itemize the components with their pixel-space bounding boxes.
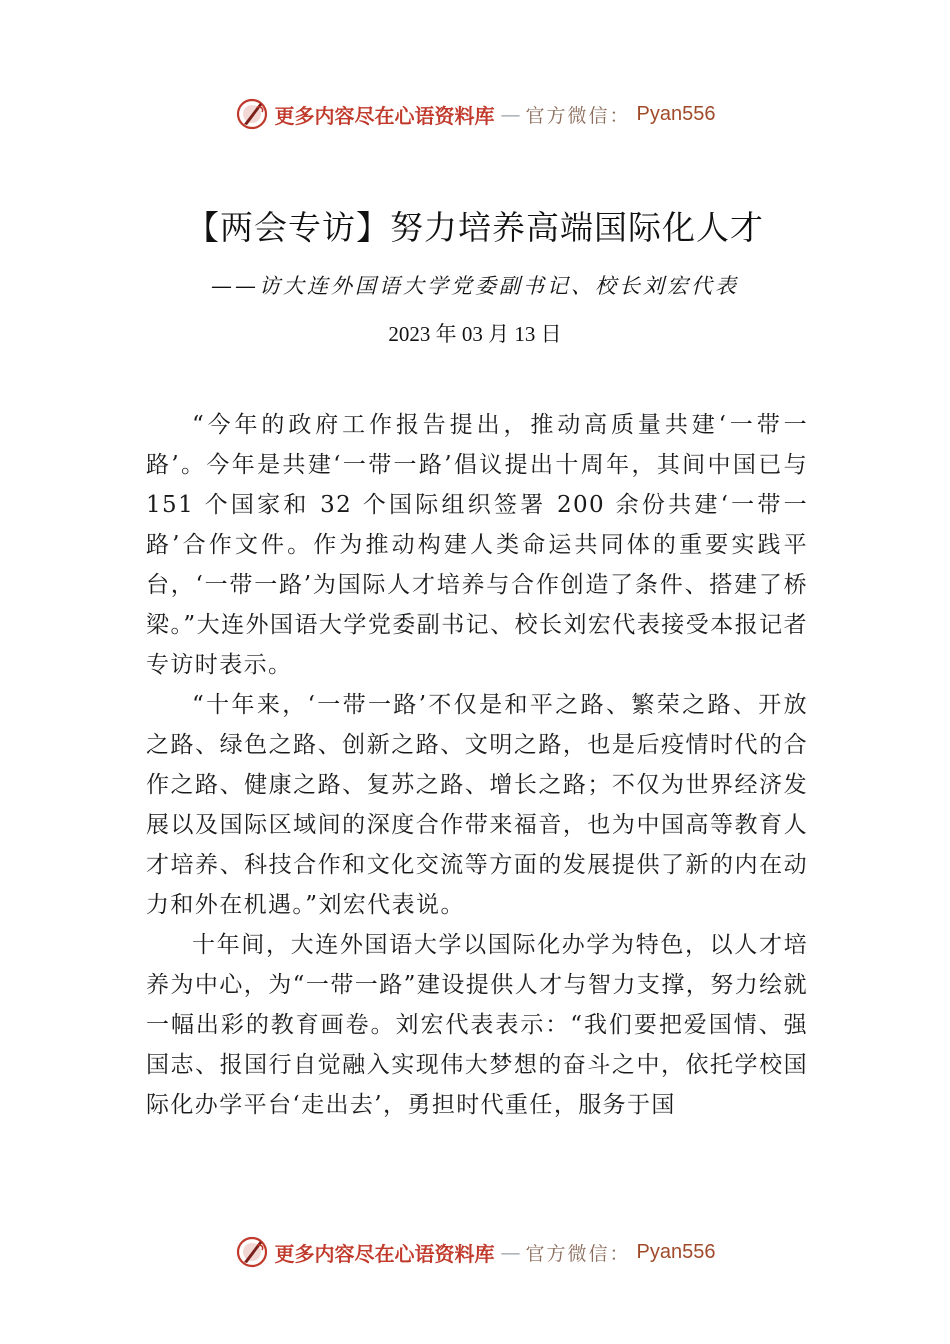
quill-seal-logo-icon: [235, 97, 269, 131]
article-title: 【两会专访】努力培养高端国际化人才: [186, 208, 764, 247]
footer-watermark-banner: [0, 1232, 950, 1272]
header-watermark-banner: [0, 94, 950, 134]
banner-dash: —: [500, 102, 520, 126]
article-paragraph: 十年间，大连外国语大学以国际化办学为特色，以人才培养为中心，为“一带一路”建设提供人才与智力支撑，努力绘就一幅出彩的教育画卷。刘宏代表表示：“我们要把爱国情、强国志、报国行自觉融入实现伟大梦想的奋斗之中，依托学校国际化办学平台‘走出去’，勇担时代重任，服务于国: [146, 932, 808, 1118]
article-subtitle: ——访大连外国语大学党委副书记、校长刘宏代表: [211, 274, 739, 298]
quill-seal-logo-icon: [235, 1235, 269, 1269]
article-body: [146, 405, 808, 1125]
banner-brand-text: 更多内容尽在心语资料库: [274, 1241, 495, 1266]
article-date: 2023 年 03 月 13 日: [388, 322, 562, 346]
banner-wechat-label: 官方微信：: [525, 1242, 631, 1265]
banner-wechat-label: 官方微信：: [525, 104, 631, 127]
banner-wechat-id: Pyan556: [636, 102, 716, 125]
article-paragraph: “今年的政府工作报告提出，推动高质量共建‘一带一路’。今年是共建‘一带一路’倡议提出十周年，其间中国已与 151 个国家和 32 个国际组织签署 200 余份共建‘一带一路’合作文件。作为推动构建人类命运共同体的重要实践平台，‘一带一路’为国际人才培养与合作创造了条件、搭建了桥梁。”大连外国语大学党委副书记、校长刘宏代表接受本报记者专访时表示。: [146, 412, 808, 678]
banner-dash: —: [500, 1240, 520, 1264]
article-paragraph: “十年来，‘一带一路’不仅是和平之路、繁荣之路、开放之路、绿色之路、创新之路、文明之路，也是后疫情时代的合作之路、健康之路、复苏之路、增长之路；不仅为世界经济发展以及国际区域间的深度合作带来福音，也为中国高等教育人才培养、科技合作和文化交流等方面的发展提供了新的内在动力和外在机遇。”刘宏代表说。: [146, 692, 808, 918]
banner-wechat-id: Pyan556: [636, 1240, 716, 1263]
banner-brand-text: 更多内容尽在心语资料库: [274, 103, 495, 128]
